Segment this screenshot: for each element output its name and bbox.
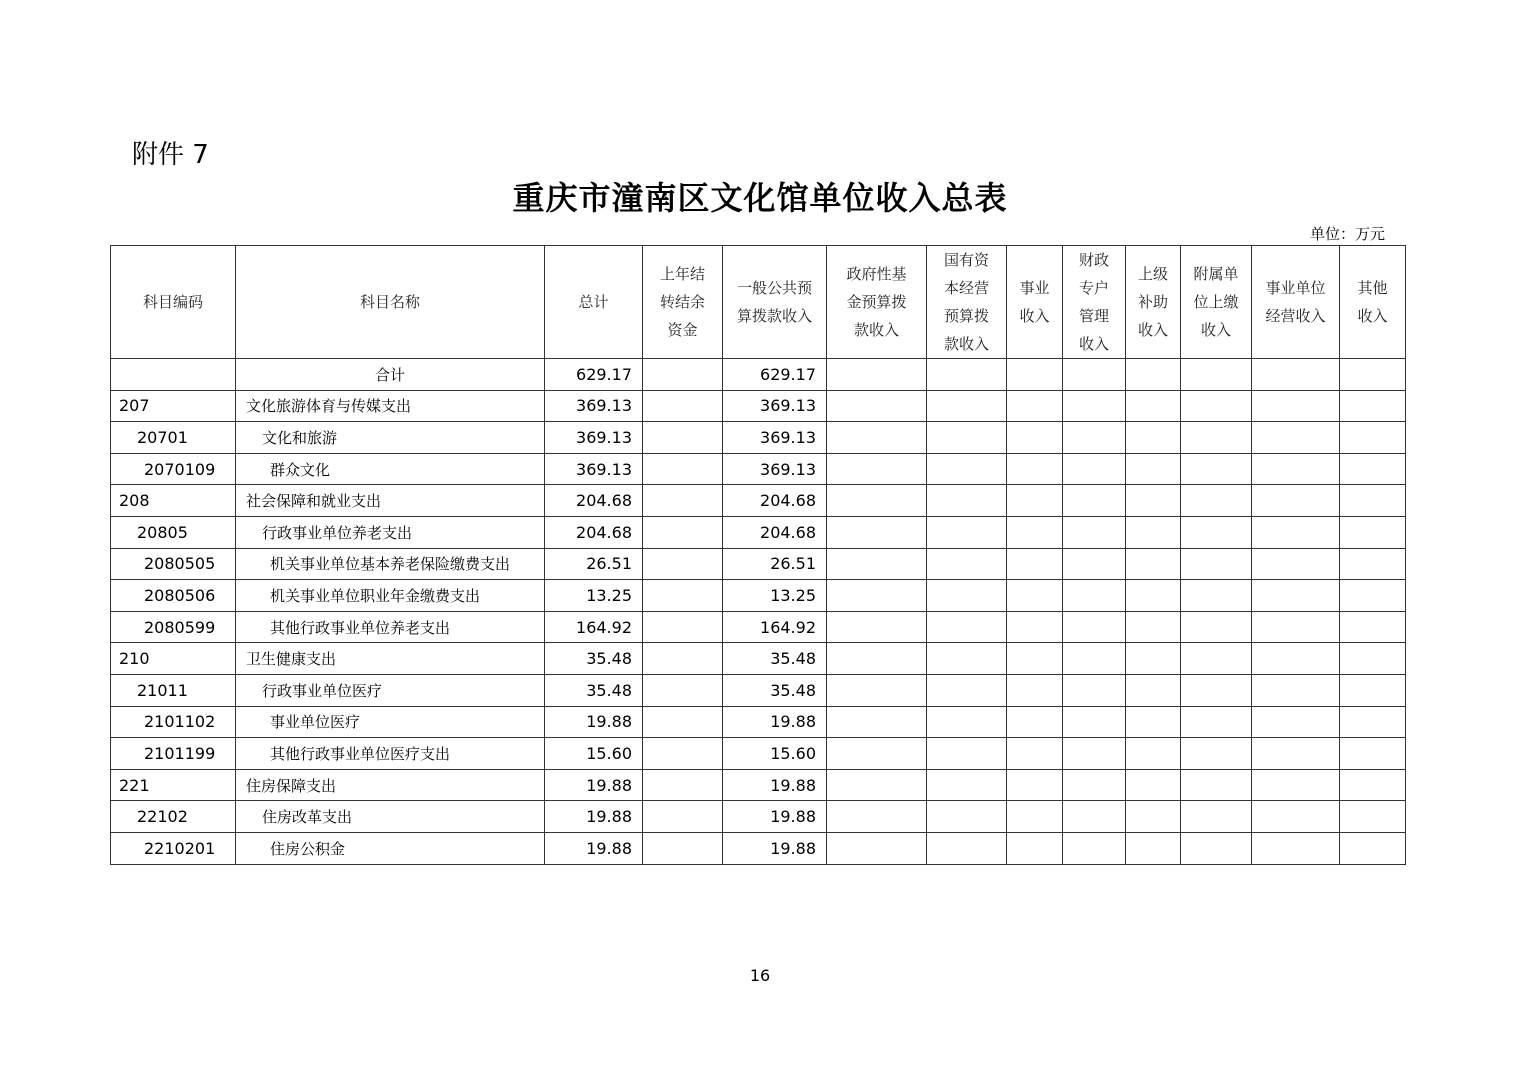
cell-business-income xyxy=(1007,643,1063,675)
cell-upper-subsidy xyxy=(1126,548,1181,580)
cell-gov-fund xyxy=(827,832,927,864)
cell-upper-subsidy xyxy=(1126,738,1181,770)
cell-general-budget: 13.25 xyxy=(723,580,827,612)
cell-state-capital xyxy=(927,706,1007,738)
cell-state-capital xyxy=(927,422,1007,454)
header-fiscal-special-text: 财政专户管理收入 xyxy=(1078,251,1109,353)
cell-business-operating xyxy=(1252,738,1340,770)
cell-other-income xyxy=(1340,706,1406,738)
cell-affiliated-payment xyxy=(1181,769,1252,801)
cell-affiliated-payment xyxy=(1181,548,1252,580)
table-row xyxy=(111,769,1406,801)
cell-state-capital xyxy=(927,674,1007,706)
header-business-operating-text: 事业单位经营收入 xyxy=(1265,279,1326,325)
header-total: 总计 xyxy=(545,246,643,359)
cell-fiscal-special xyxy=(1063,706,1126,738)
cell-business-income xyxy=(1007,801,1063,833)
cell-general-budget: 26.51 xyxy=(723,548,827,580)
cell-fiscal-special xyxy=(1063,832,1126,864)
cell-total: 204.68 xyxy=(545,516,643,548)
header-other-income-text: 其他收入 xyxy=(1357,279,1388,325)
cell-total: 26.51 xyxy=(545,548,643,580)
cell-upper-subsidy xyxy=(1126,674,1181,706)
cell-carryover xyxy=(643,611,723,643)
cell-gov-fund xyxy=(827,359,927,391)
cell-general-budget: 19.88 xyxy=(723,769,827,801)
header-upper-subsidy-text: 上级补助收入 xyxy=(1137,265,1168,339)
cell-affiliated-payment xyxy=(1181,390,1252,422)
cell-other-income xyxy=(1340,801,1406,833)
cell-state-capital xyxy=(927,580,1007,612)
cell-code: 2101102 xyxy=(111,706,236,738)
cell-total: 35.48 xyxy=(545,643,643,675)
header-gov-fund xyxy=(827,246,927,359)
cell-business-operating xyxy=(1252,485,1340,517)
cell-code: 210 xyxy=(111,643,236,675)
cell-gov-fund xyxy=(827,643,927,675)
header-business-operating xyxy=(1252,246,1340,359)
cell-affiliated-payment xyxy=(1181,674,1252,706)
cell-carryover xyxy=(643,548,723,580)
attachment-label: 附件 7 xyxy=(132,140,209,170)
cell-code: 22102 xyxy=(111,801,236,833)
cell-total: 369.13 xyxy=(545,422,643,454)
cell-state-capital xyxy=(927,611,1007,643)
cell-general-budget: 204.68 xyxy=(723,516,827,548)
cell-carryover xyxy=(643,485,723,517)
cell-other-income xyxy=(1340,359,1406,391)
cell-fiscal-special xyxy=(1063,359,1126,391)
table-row xyxy=(111,674,1406,706)
cell-name: 文化和旅游 xyxy=(236,422,545,454)
cell-other-income xyxy=(1340,548,1406,580)
cell-code: 2080599 xyxy=(111,611,236,643)
cell-upper-subsidy xyxy=(1126,390,1181,422)
cell-affiliated-payment xyxy=(1181,516,1252,548)
cell-code: 221 xyxy=(111,769,236,801)
cell-fiscal-special xyxy=(1063,643,1126,675)
cell-business-operating xyxy=(1252,359,1340,391)
cell-name: 文化旅游体育与传媒支出 xyxy=(236,390,545,422)
cell-business-operating xyxy=(1252,611,1340,643)
cell-general-budget: 15.60 xyxy=(723,738,827,770)
cell-state-capital xyxy=(927,516,1007,548)
cell-fiscal-special xyxy=(1063,769,1126,801)
cell-gov-fund xyxy=(827,706,927,738)
cell-affiliated-payment xyxy=(1181,485,1252,517)
cell-other-income xyxy=(1340,832,1406,864)
cell-gov-fund xyxy=(827,485,927,517)
table-row xyxy=(111,422,1406,454)
cell-code: 208 xyxy=(111,485,236,517)
cell-code: 2070109 xyxy=(111,453,236,485)
cell-carryover xyxy=(643,643,723,675)
cell-name: 住房公积金 xyxy=(236,832,545,864)
cell-business-income xyxy=(1007,769,1063,801)
cell-general-budget: 204.68 xyxy=(723,485,827,517)
cell-general-budget: 629.17 xyxy=(723,359,827,391)
cell-gov-fund xyxy=(827,548,927,580)
cell-total: 19.88 xyxy=(545,706,643,738)
cell-gov-fund xyxy=(827,516,927,548)
header-general-budget-text: 一般公共预算拨款收入 xyxy=(736,279,812,325)
cell-upper-subsidy xyxy=(1126,769,1181,801)
cell-gov-fund xyxy=(827,580,927,612)
cell-total: 369.13 xyxy=(545,453,643,485)
cell-affiliated-payment xyxy=(1181,801,1252,833)
cell-general-budget: 369.13 xyxy=(723,453,827,485)
cell-name: 行政事业单位养老支出 xyxy=(236,516,545,548)
cell-code: 2080506 xyxy=(111,580,236,612)
cell-general-budget: 35.48 xyxy=(723,643,827,675)
cell-carryover xyxy=(643,390,723,422)
cell-carryover xyxy=(643,832,723,864)
cell-upper-subsidy xyxy=(1126,485,1181,517)
cell-general-budget: 164.92 xyxy=(723,611,827,643)
table-row xyxy=(111,643,1406,675)
cell-other-income xyxy=(1340,453,1406,485)
cell-business-income xyxy=(1007,706,1063,738)
cell-total: 19.88 xyxy=(545,769,643,801)
table-row xyxy=(111,611,1406,643)
cell-fiscal-special xyxy=(1063,516,1126,548)
header-affiliated-payment-text: 附属单位上缴收入 xyxy=(1193,265,1239,339)
cell-name: 行政事业单位医疗 xyxy=(236,674,545,706)
cell-affiliated-payment xyxy=(1181,453,1252,485)
cell-name: 群众文化 xyxy=(236,453,545,485)
cell-business-operating xyxy=(1252,769,1340,801)
cell-other-income xyxy=(1340,769,1406,801)
cell-total: 164.92 xyxy=(545,611,643,643)
cell-upper-subsidy xyxy=(1126,359,1181,391)
cell-name: 机关事业单位职业年金缴费支出 xyxy=(236,580,545,612)
cell-other-income xyxy=(1340,390,1406,422)
income-summary-table xyxy=(110,245,1406,865)
cell-gov-fund xyxy=(827,674,927,706)
cell-business-income xyxy=(1007,485,1063,517)
table-header-row xyxy=(111,246,1406,359)
cell-total: 13.25 xyxy=(545,580,643,612)
header-fiscal-special xyxy=(1063,246,1126,359)
cell-name: 社会保障和就业支出 xyxy=(236,485,545,517)
cell-other-income xyxy=(1340,674,1406,706)
cell-business-operating xyxy=(1252,832,1340,864)
cell-gov-fund xyxy=(827,738,927,770)
header-business-income xyxy=(1007,246,1063,359)
table-row xyxy=(111,832,1406,864)
cell-other-income xyxy=(1340,738,1406,770)
cell-code: 207 xyxy=(111,390,236,422)
cell-carryover xyxy=(643,359,723,391)
cell-upper-subsidy xyxy=(1126,611,1181,643)
cell-business-income xyxy=(1007,548,1063,580)
cell-code: 2101199 xyxy=(111,738,236,770)
table-row xyxy=(111,738,1406,770)
cell-affiliated-payment xyxy=(1181,611,1252,643)
cell-total: 19.88 xyxy=(545,801,643,833)
cell-affiliated-payment xyxy=(1181,422,1252,454)
cell-business-operating xyxy=(1252,453,1340,485)
cell-carryover xyxy=(643,453,723,485)
table-row xyxy=(111,485,1406,517)
cell-general-budget: 35.48 xyxy=(723,674,827,706)
cell-state-capital xyxy=(927,832,1007,864)
header-carryover xyxy=(643,246,723,359)
cell-business-operating xyxy=(1252,422,1340,454)
header-business-income-text: 事业收入 xyxy=(1019,279,1050,325)
cell-other-income xyxy=(1340,516,1406,548)
cell-other-income xyxy=(1340,580,1406,612)
cell-other-income xyxy=(1340,611,1406,643)
cell-fiscal-special xyxy=(1063,674,1126,706)
cell-code xyxy=(111,359,236,391)
cell-upper-subsidy xyxy=(1126,516,1181,548)
table-body xyxy=(111,359,1406,865)
table-row xyxy=(111,359,1406,391)
cell-business-operating xyxy=(1252,674,1340,706)
cell-total: 19.88 xyxy=(545,832,643,864)
cell-general-budget: 369.13 xyxy=(723,422,827,454)
cell-business-income xyxy=(1007,422,1063,454)
page-number: 16 xyxy=(749,966,771,985)
table-row xyxy=(111,801,1406,833)
cell-other-income xyxy=(1340,485,1406,517)
cell-business-income xyxy=(1007,832,1063,864)
cell-business-income xyxy=(1007,580,1063,612)
cell-affiliated-payment xyxy=(1181,359,1252,391)
table-row xyxy=(111,390,1406,422)
cell-state-capital xyxy=(927,643,1007,675)
cell-gov-fund xyxy=(827,390,927,422)
cell-affiliated-payment xyxy=(1181,832,1252,864)
header-general-budget xyxy=(723,246,827,359)
cell-general-budget: 19.88 xyxy=(723,706,827,738)
cell-general-budget: 19.88 xyxy=(723,832,827,864)
cell-business-income xyxy=(1007,516,1063,548)
cell-other-income xyxy=(1340,422,1406,454)
cell-business-operating xyxy=(1252,580,1340,612)
table-row xyxy=(111,706,1406,738)
cell-upper-subsidy xyxy=(1126,422,1181,454)
cell-business-operating xyxy=(1252,548,1340,580)
cell-name: 机关事业单位基本养老保险缴费支出 xyxy=(236,548,545,580)
cell-business-income xyxy=(1007,359,1063,391)
cell-fiscal-special xyxy=(1063,738,1126,770)
cell-name: 住房改革支出 xyxy=(236,801,545,833)
cell-carryover xyxy=(643,738,723,770)
header-affiliated-payment xyxy=(1181,246,1252,359)
cell-carryover xyxy=(643,580,723,612)
cell-code: 2080505 xyxy=(111,548,236,580)
cell-state-capital xyxy=(927,485,1007,517)
cell-code: 2210201 xyxy=(111,832,236,864)
cell-upper-subsidy xyxy=(1126,832,1181,864)
cell-affiliated-payment xyxy=(1181,706,1252,738)
cell-business-operating xyxy=(1252,706,1340,738)
cell-business-income xyxy=(1007,611,1063,643)
header-other-income xyxy=(1340,246,1406,359)
cell-carryover xyxy=(643,801,723,833)
header-carryover-text: 上年结转结余资金 xyxy=(659,265,705,339)
header-state-capital-text: 国有资本经营预算拨款收入 xyxy=(943,251,989,353)
cell-gov-fund xyxy=(827,453,927,485)
cell-state-capital xyxy=(927,801,1007,833)
cell-code: 20701 xyxy=(111,422,236,454)
cell-total: 629.17 xyxy=(545,359,643,391)
cell-affiliated-payment xyxy=(1181,580,1252,612)
table-row xyxy=(111,548,1406,580)
cell-other-income xyxy=(1340,643,1406,675)
cell-state-capital xyxy=(927,769,1007,801)
cell-total: 15.60 xyxy=(545,738,643,770)
unit-label: 单位：万元 xyxy=(1310,225,1386,243)
cell-fiscal-special xyxy=(1063,801,1126,833)
cell-state-capital xyxy=(927,453,1007,485)
cell-fiscal-special xyxy=(1063,580,1126,612)
cell-business-operating xyxy=(1252,801,1340,833)
cell-general-budget: 369.13 xyxy=(723,390,827,422)
cell-carryover xyxy=(643,769,723,801)
cell-name: 其他行政事业单位养老支出 xyxy=(236,611,545,643)
header-name: 科目名称 xyxy=(236,246,545,359)
cell-business-income xyxy=(1007,674,1063,706)
cell-fiscal-special xyxy=(1063,390,1126,422)
cell-state-capital xyxy=(927,548,1007,580)
header-state-capital xyxy=(927,246,1007,359)
cell-name: 卫生健康支出 xyxy=(236,643,545,675)
cell-name: 事业单位医疗 xyxy=(236,706,545,738)
cell-affiliated-payment xyxy=(1181,738,1252,770)
cell-business-operating xyxy=(1252,516,1340,548)
cell-code: 20805 xyxy=(111,516,236,548)
cell-name: 其他行政事业单位医疗支出 xyxy=(236,738,545,770)
cell-state-capital xyxy=(927,359,1007,391)
cell-gov-fund xyxy=(827,801,927,833)
cell-business-operating xyxy=(1252,390,1340,422)
cell-upper-subsidy xyxy=(1126,706,1181,738)
header-code: 科目编码 xyxy=(111,246,236,359)
table-row xyxy=(111,453,1406,485)
cell-fiscal-special xyxy=(1063,453,1126,485)
cell-carryover xyxy=(643,706,723,738)
cell-business-income xyxy=(1007,738,1063,770)
cell-state-capital xyxy=(927,390,1007,422)
page-title: 重庆市潼南区文化馆单位收入总表 xyxy=(512,179,1008,217)
cell-carryover xyxy=(643,674,723,706)
cell-fiscal-special xyxy=(1063,548,1126,580)
cell-upper-subsidy xyxy=(1126,643,1181,675)
cell-business-income xyxy=(1007,453,1063,485)
cell-general-budget: 19.88 xyxy=(723,801,827,833)
cell-gov-fund xyxy=(827,611,927,643)
header-gov-fund-text: 政府性基金预算拨款收入 xyxy=(846,265,907,339)
cell-affiliated-payment xyxy=(1181,643,1252,675)
cell-fiscal-special xyxy=(1063,422,1126,454)
table-row xyxy=(111,580,1406,612)
header-upper-subsidy xyxy=(1126,246,1181,359)
table-row xyxy=(111,516,1406,548)
cell-fiscal-special xyxy=(1063,611,1126,643)
cell-upper-subsidy xyxy=(1126,580,1181,612)
cell-total: 369.13 xyxy=(545,390,643,422)
cell-total: 35.48 xyxy=(545,674,643,706)
cell-business-income xyxy=(1007,390,1063,422)
cell-fiscal-special xyxy=(1063,485,1126,517)
cell-name: 合计 xyxy=(236,359,545,391)
cell-carryover xyxy=(643,516,723,548)
cell-code: 21011 xyxy=(111,674,236,706)
cell-gov-fund xyxy=(827,769,927,801)
cell-name: 住房保障支出 xyxy=(236,769,545,801)
cell-state-capital xyxy=(927,738,1007,770)
cell-carryover xyxy=(643,422,723,454)
cell-gov-fund xyxy=(827,422,927,454)
cell-total: 204.68 xyxy=(545,485,643,517)
cell-upper-subsidy xyxy=(1126,453,1181,485)
cell-upper-subsidy xyxy=(1126,801,1181,833)
cell-business-operating xyxy=(1252,643,1340,675)
